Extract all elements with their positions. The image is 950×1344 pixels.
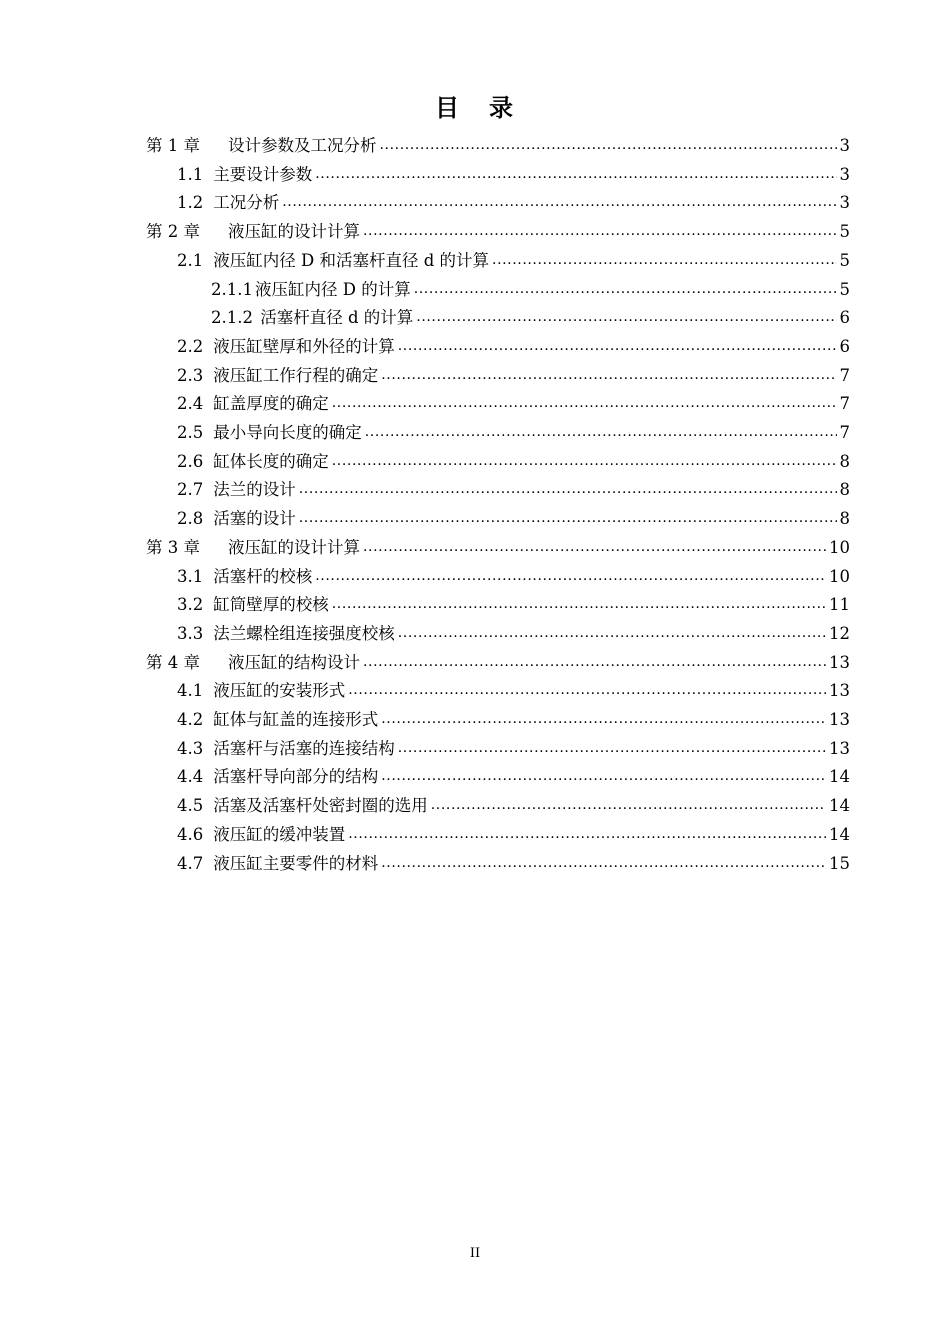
- toc-entry-label: [177, 854, 378, 874]
- toc-entry-page: 14: [829, 767, 850, 787]
- toc-entry-number: 2.1.2: [211, 308, 253, 328]
- toc-entry-title: 最小导向长度的确定: [213, 423, 362, 442]
- toc-entry-page: 8: [839, 451, 850, 471]
- toc-entry-title: 缸盖厚度的确定: [213, 394, 329, 414]
- toc-leader-dots: [363, 222, 837, 242]
- toc-entry[interactable]: [177, 358, 850, 386]
- toc-entry-title: 缸体与缸盖的连接形式: [213, 710, 379, 729]
- toc-entry-number: 2.7: [177, 480, 204, 500]
- toc-leader-dots: [381, 710, 826, 730]
- toc-leader-dots: [363, 538, 826, 558]
- toc-entry-label: [146, 653, 360, 673]
- toc-entry-label: [177, 423, 362, 443]
- toc-entry-page: 7: [839, 365, 850, 385]
- toc-entry-page: 14: [829, 824, 850, 844]
- toc-entry-number: 2.4: [177, 394, 204, 414]
- toc-entry[interactable]: [177, 185, 850, 213]
- toc-leader-dots: [348, 681, 826, 701]
- toc-entry-label: [177, 739, 395, 759]
- toc-leader-dots: [332, 452, 837, 472]
- toc-leader-dots: [299, 509, 837, 529]
- toc-entry-number: 2.1.1: [211, 279, 253, 299]
- toc-leader-dots: [332, 394, 837, 414]
- toc-entry-number: 4.4: [177, 767, 204, 787]
- toc-entry-number: 第 4 章: [146, 652, 200, 672]
- toc-entry-page: 13: [829, 681, 850, 701]
- toc-entry-number: 2.2: [177, 336, 204, 356]
- toc-entry[interactable]: [146, 214, 850, 242]
- toc-entry-page: 13: [829, 652, 850, 672]
- toc-entry[interactable]: [177, 788, 850, 816]
- toc-entry-page: 8: [839, 509, 850, 529]
- toc-entry-label: [177, 767, 378, 787]
- toc-leader-dots: [381, 854, 826, 874]
- toc-entry-title: 液压缸工作行程的确定: [213, 365, 379, 385]
- toc-entry-title: 活塞的设计: [213, 509, 296, 529]
- toc-leader-dots: [282, 193, 836, 213]
- page-title: [0, 88, 950, 123]
- toc-entry-title: 活塞及活塞杆处密封圈的选用: [213, 796, 428, 816]
- toc-entry-page: 14: [829, 796, 850, 816]
- toc-entry-page: 13: [829, 710, 850, 729]
- toc-entry-title: 液压缸内径 D 和活塞杆直径 d 的计算: [213, 250, 490, 270]
- toc-entry-page: 5: [839, 279, 850, 299]
- toc-entry[interactable]: [177, 501, 850, 529]
- toc-entry[interactable]: [177, 587, 850, 615]
- toc-entry-label: [177, 394, 329, 414]
- toc-entry-page: 7: [839, 423, 850, 442]
- toc-entry[interactable]: [177, 817, 850, 845]
- toc-entry-number: 4.3: [177, 738, 204, 758]
- toc-entry-number: 2.6: [177, 451, 204, 471]
- toc-entry-page: 8: [839, 480, 850, 500]
- toc-leader-dots: [431, 796, 826, 816]
- toc-entry-title: 液压缸壁厚和外径的计算: [213, 336, 395, 356]
- toc-entry[interactable]: [177, 329, 850, 357]
- toc-entry-title: 液压缸的设计计算: [228, 222, 360, 242]
- toc-entry[interactable]: [177, 472, 850, 500]
- toc-entry-label: [177, 337, 395, 357]
- toc-entry-title: 活塞杆导向部分的结构: [213, 767, 379, 787]
- toc-entry-page: 6: [839, 336, 850, 356]
- toc-leader-dots: [363, 653, 826, 673]
- toc-entry-number: 3.1: [177, 566, 204, 586]
- toc-entry-label: [177, 251, 489, 271]
- toc-leader-dots: [332, 595, 826, 615]
- toc-entry-number: 2.8: [177, 509, 204, 529]
- toc-entry-page: 5: [839, 250, 850, 270]
- toc-entry-page: 11: [829, 595, 850, 615]
- toc-entry-title: 活塞杆的校核: [213, 566, 313, 586]
- toc-entry-title: 主要设计参数: [213, 164, 313, 184]
- toc-entry-page: 3: [839, 164, 850, 184]
- toc-entry-page: 6: [839, 308, 850, 328]
- toc-entry[interactable]: [146, 128, 850, 156]
- toc-entry[interactable]: [177, 731, 850, 759]
- toc-entry-page: 5: [839, 222, 850, 242]
- toc-entry-title: 液压缸主要零件的材料: [213, 853, 379, 873]
- toc-entry[interactable]: [211, 300, 850, 328]
- toc-entry[interactable]: [211, 272, 850, 300]
- toc-entry-number: 1.2: [177, 193, 204, 213]
- toc-entry-label: [177, 509, 296, 529]
- toc-entry-page: 12: [829, 623, 850, 643]
- toc-entry-title: 缸体长度的确定: [213, 451, 329, 471]
- toc-entry-label: [211, 280, 411, 300]
- title-char-1: 目: [435, 94, 461, 122]
- toc-entry-page: 13: [829, 738, 850, 758]
- toc-entry-number: 2.1: [177, 250, 204, 270]
- toc-leader-dots: [492, 251, 836, 271]
- toc-entry-title: 液压缸内径 D 的计算: [254, 279, 411, 299]
- toc-entry-label: [177, 480, 296, 500]
- toc-entry-label: [146, 136, 377, 156]
- toc-entry-label: [177, 366, 378, 386]
- toc-entry-number: 第 1 章: [146, 136, 200, 155]
- toc-entry-label: [177, 193, 279, 213]
- toc-entry-label: [146, 538, 360, 558]
- toc-leader-dots: [365, 423, 837, 443]
- toc-entry-title: 工况分析: [213, 193, 280, 213]
- toc-leader-dots: [315, 165, 836, 185]
- page-number-footer: II: [469, 1246, 481, 1261]
- toc-entry-label: [211, 308, 413, 328]
- toc-entry-title: 缸筒壁厚的校核: [213, 595, 329, 615]
- toc-entry-title: 液压缸的结构设计: [228, 652, 360, 672]
- toc-entry-label: [177, 796, 428, 816]
- toc-entry-number: 2.3: [177, 365, 204, 385]
- toc-entry-label: [177, 681, 345, 701]
- toc-entry[interactable]: [177, 243, 850, 271]
- toc-entry[interactable]: [177, 759, 850, 787]
- toc-entry-label: [177, 710, 378, 730]
- toc-entry[interactable]: [146, 645, 850, 673]
- toc-leader-dots: [398, 739, 826, 759]
- toc-entry[interactable]: [177, 415, 850, 443]
- toc-entry-number: 3.2: [177, 595, 204, 615]
- toc-entry-label: [146, 222, 360, 242]
- toc-entry-number: 4.1: [177, 681, 204, 701]
- toc-entry-label: [177, 624, 395, 644]
- toc-entry-label: [177, 595, 329, 615]
- toc-leader-dots: [398, 337, 837, 357]
- toc-entry-number: 4.5: [177, 796, 204, 816]
- toc-entry[interactable]: [177, 444, 850, 472]
- toc-entry-number: 第 3 章: [146, 537, 200, 557]
- toc-entry-label: [177, 567, 312, 587]
- toc-entry-page: 7: [839, 394, 850, 414]
- toc-leader-dots: [416, 308, 836, 328]
- toc-entry-number: 1.1: [177, 164, 204, 184]
- toc-entry[interactable]: [177, 616, 850, 644]
- toc-leader-dots: [315, 567, 826, 587]
- toc-entry-number: 第 2 章: [146, 222, 200, 242]
- toc-entry[interactable]: [177, 846, 850, 874]
- toc-entry-title: 液压缸的设计计算: [228, 537, 360, 557]
- title-char-2: 录: [489, 94, 515, 122]
- toc-entry-title: 液压缸的缓冲装置: [213, 824, 346, 844]
- toc-entry-title: 法兰的设计: [213, 480, 296, 500]
- toc-leader-dots: [381, 366, 836, 386]
- toc-leader-dots: [299, 480, 837, 500]
- toc-entry-page: 3: [839, 193, 850, 213]
- toc-entry-title: 设计参数及工况分析: [228, 136, 377, 155]
- toc-entry-title: 活塞杆与活塞的连接结构: [213, 738, 395, 758]
- toc-entry-title: 活塞杆直径 d 的计算: [254, 308, 414, 328]
- toc-leader-dots: [348, 825, 826, 845]
- toc-entry[interactable]: [177, 673, 850, 701]
- toc-entry-number: 4.7: [177, 853, 204, 873]
- toc-entry-title: 法兰螺栓组连接强度校核: [213, 623, 395, 643]
- toc-leader-dots: [398, 624, 826, 644]
- toc-entry-title: 液压缸的安装形式: [213, 681, 346, 701]
- toc-entry-label: [177, 825, 345, 845]
- toc-entry-number: 4.6: [177, 824, 204, 844]
- toc-entry[interactable]: [177, 559, 850, 587]
- toc-entry[interactable]: [146, 530, 850, 558]
- toc-entry[interactable]: [177, 702, 850, 730]
- toc-entry-page: 10: [829, 537, 850, 557]
- toc-entry-label: [177, 165, 312, 185]
- toc-entry-number: 4.2: [177, 710, 204, 729]
- toc-entry-number: 2.5: [177, 423, 204, 442]
- toc-entry-page: 15: [829, 853, 850, 873]
- toc-leader-dots: [414, 280, 837, 300]
- toc-entry-page: 10: [829, 566, 850, 586]
- toc-entry-label: [177, 452, 329, 472]
- toc-entry[interactable]: [177, 157, 850, 185]
- toc-entry-number: 3.3: [177, 623, 204, 643]
- toc-entry-page: 3: [839, 136, 850, 155]
- toc-leader-dots: [380, 136, 837, 156]
- toc-leader-dots: [381, 767, 826, 787]
- toc-entry[interactable]: [177, 386, 850, 414]
